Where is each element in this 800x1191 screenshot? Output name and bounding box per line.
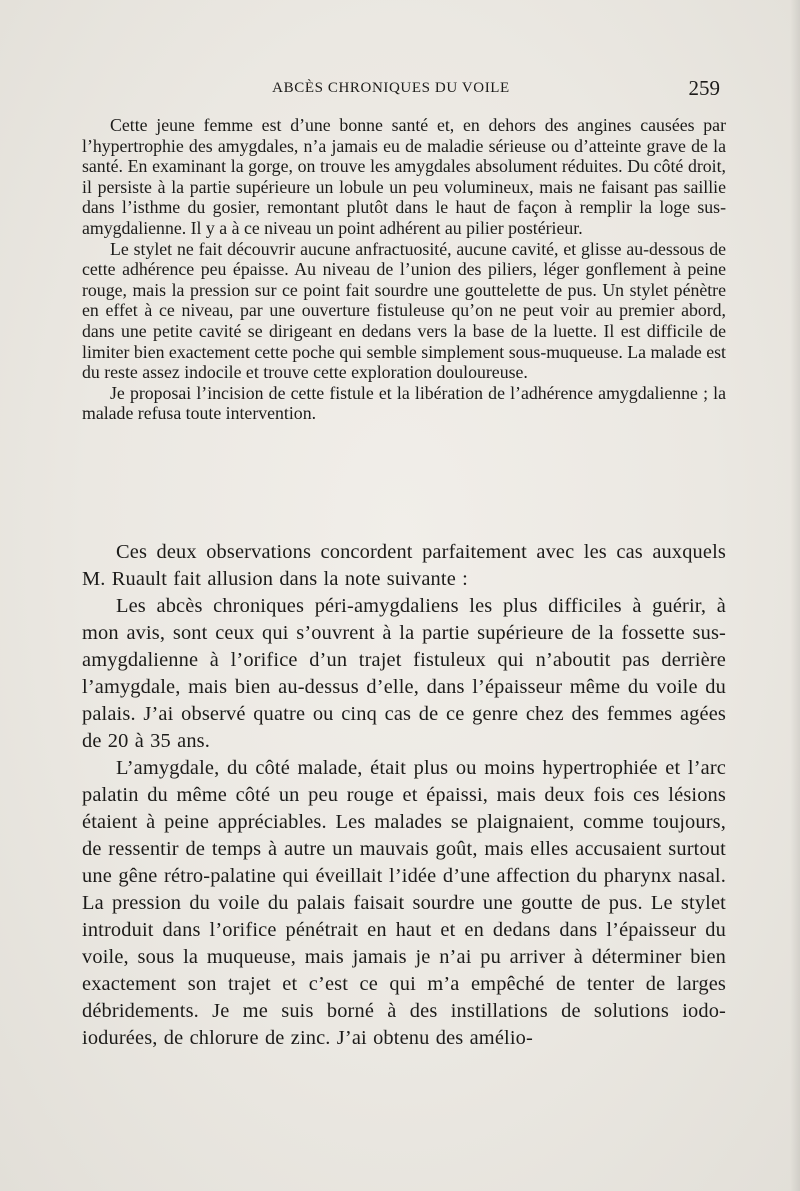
paragraph: Les abcès chroniques péri-amygdaliens les plus difficiles à guérir, à mon avis, sont ceux qui s’ouvrent à la partie supérieure de la fossette sus-amygdalienne à l’orifice d’un trajet fistuleux qui n’aboutit pas derrière l’amygdale, mais bien au-dessus d’elle, dans l’épaisseur même du voile du palais. J’ai observé quatre ou cinq cas de ce genre chez des femmes agées de 20 à 35 ans. [82,595,726,752]
paragraph: Ces deux observations concordent parfaitement avec les cas auxquels M. Ruault fait allusion dans la note suivante : [82,541,726,590]
main-text-large [82,539,726,1052]
paragraph: Je proposai l’incision de cette fistule et la libération de l’adhérence amygdalienne ; la malade refusa toute intervention. [82,382,726,424]
paragraph: Cette jeune femme est d’une bonne santé et, en dehors des angines causées par l’hypertrophie des amygdales, n’a jamais eu de maladie sérieuse ou d’atteinte grave de la santé. En examinant la gorge, on trouve les amygdales absolument réduites. Du côté droit, il persiste à la partie supérieure un lobule un peu volumineux, mais ne faisant pas saillie dans l’isthme du gosier, remontant plutôt dans le haut de façon à remplir la loge sus-amygdalienne. Il y a à ce niveau un point adhérent au pilier postérieur. [82,115,726,238]
observation-text-small [82,115,726,424]
page-header [82,78,720,104]
page-number: 259 [688,76,720,100]
paragraph: L’amygdale, du côté malade, était plus ou moins hypertrophiée et l’arc palatin du même côté un peu rouge et épaissi, mais deux fois ces lésions étaient à peine appréciables. Les malades se plaignaient, comme toujours, de ressentir de temps à autre un mauvais goût, mais elles accusaient surtout une gêne rétro-palatine qui éveillait l’idée d’une affection du pharynx nasal. La pression du voile du palais faisait sourdre une goutte de pus. Le stylet introduit dans l’orifice pénétrait en haut et en dedans dans l’épaisseur du voile, sous la muqueuse, mais jamais je n’ai pu arriver à déterminer bien exactement son trajet et c’est ce qui m’a empêché de tenter de larges débridements. Je me suis borné à des instillations de solutions iodo- iodurées, de chlorure de zinc. J’ai obtenu des amélio- [82,757,726,1049]
paragraph: Le stylet ne fait découvrir aucune anfractuosité, aucune cavité, et glisse au-dessous de cette adhérence peu épaisse. Au niveau de l’union des piliers, léger gonflement à peine rouge, mais la pression sur ce point fait sourdre une gouttelette de pus. Un stylet pénètre en effet à ce niveau, par une ouverture fistuleuse qu’on ne peut voir au premier abord, dans une petite cavité se dirigeant en dedans vers la base de la luette. Il est difficile de limiter bien exactement cette poche qui semble simplement sous-muqueuse. La malade est du reste assez indocile et trouve cette exploration douloureuse. [82,238,726,383]
running-title: ABCÈS CHRONIQUES DU VOILE [272,80,510,96]
